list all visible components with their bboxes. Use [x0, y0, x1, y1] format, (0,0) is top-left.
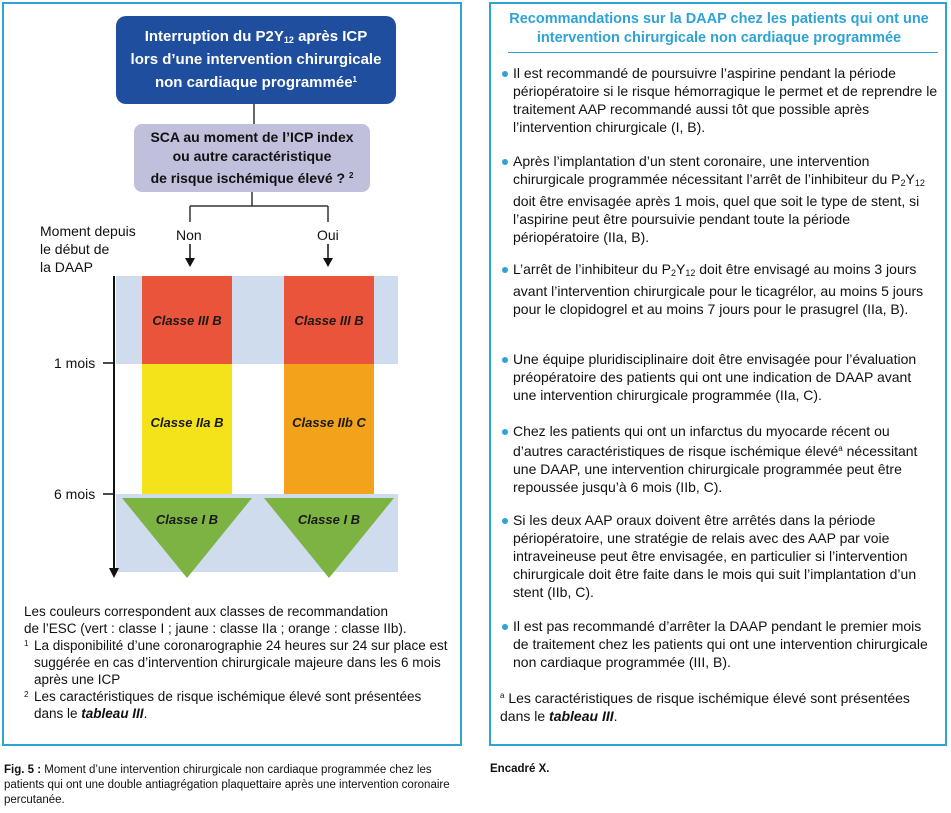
box-title-line1: Recommandations sur la DAAP chez les patients qui ont une [509, 11, 929, 27]
interruption-box [116, 16, 396, 104]
bullet-icon [502, 518, 508, 524]
oui-class-label-2: Classe IIb C [292, 415, 366, 430]
question-line1: SCA au moment de l’ICP index [150, 129, 354, 145]
top-box-line3: non cardiaque programmée [154, 74, 353, 91]
top-box-line2: lors d’une intervention chirurgicale [130, 51, 382, 68]
item-2-text-c: doit être envisagée après 1 mois, quel que soit le type de stent, si l’aspirine peut être poursuivie pendant toute la période périopératoire (IIa, B). [513, 193, 920, 245]
recommendation-item-2 [500, 152, 938, 246]
time-label-line3: la DAAP [40, 259, 93, 275]
recommendation-item-1 [500, 64, 938, 136]
footnote-1-text: La disponibilité d’une coronarographie 24 heures sur 24 sur place est suggérée en cas d’intervention chirurgicale majeure dans les 6 mois après une ICP [34, 638, 448, 687]
non-class-label-3: Classe I B [155, 512, 219, 527]
branch-oui-label: Oui [317, 227, 339, 243]
item-7-text: Il est pas recommandé d’arrêter la DAAP pendant le premier mois de traitement chez les patients qui ont une intervention chirurgicale non cardiaque programmée (III, B). [513, 618, 928, 670]
bullet-icon [502, 357, 508, 363]
recommendation-item-4 [500, 350, 938, 404]
item-2-sub-b: 12 [914, 178, 925, 188]
caption-label: Fig. 5 : [4, 764, 42, 776]
caption-text: Moment d’une intervention chirurgicale non cardiaque programmée chez les patients qui ont une double antiagrégation plaquettaire après une intervention coronaire percutanée. [4, 764, 450, 806]
footnote-2 [24, 688, 450, 722]
top-box-line1-post: après ICP [293, 28, 368, 45]
box-title-line2: intervention chirurgicale non cardiaque programmée [536, 30, 902, 46]
item-6-text: Si les deux AAP oraux doivent être arrêtés dans la période périopératoire, une stratégie de relais avec des AAP par voie intraveineuse peut être envisagée, en particulier si l’intervention chirurgicale doit être faite dans le mois qui suit l’implantation d’un stent (IIb, C). [513, 512, 917, 600]
item-2-text-b: Y [905, 171, 915, 187]
item-5-sup: a [838, 444, 843, 453]
box-footnote-pre: Les caractéristiques de risque ischémique élevé sont présentées dans le [500, 690, 910, 724]
box-footnote [500, 687, 938, 725]
question-box [134, 124, 370, 192]
footnote-2-post: . [143, 706, 148, 721]
top-box-line1-pre: Interruption du P2Y [144, 28, 284, 45]
legend-line1: Les couleurs correspondent aux classes de recommandation [24, 604, 388, 619]
arrow-oui-head [323, 258, 333, 267]
item-2-text-a: Après l’implantation d’un stent coronaire, une intervention chirurgicale programmée nécessitant l’arrêt de l’inhibiteur du P [513, 153, 901, 187]
footnote-2-em: tableau III [81, 706, 144, 721]
legend-line2: de l’ESC (vert : classe I ; jaune : classe IIa ; orange : classe IIb). [24, 621, 407, 636]
box-footnote-em: tableau III [549, 708, 614, 724]
item-1-text: Il est recommandé de poursuivre l’aspirine pendant la période périopératoire si le risque hémorragique le permet et de reprendre le traitement AAP recommandé aussi tôt que possible après l’intervention chirurgicale (I, B). [513, 65, 938, 135]
box-footnote-mark: a [500, 691, 505, 700]
arrow-non-head [185, 258, 195, 267]
recommendation-item-7 [500, 617, 938, 671]
bullet-icon [502, 429, 508, 435]
item-3-sub-b: 12 [685, 268, 696, 278]
question-line3: de risque ischémique élevé ? [150, 170, 346, 186]
time-label-line1: Moment depuis [40, 223, 136, 239]
footnote-1-mark: 1 [24, 639, 29, 648]
item-3-text-c: doit être envisagé au moins 3 jours avant l’intervention chirurgicale pour le ticagrélor, au moins 5 jours pour le clopidogrel et au moins 7 jours pour le prasugrel (IIa, B). [513, 261, 924, 317]
bullet-icon [502, 624, 508, 630]
bullet-icon [502, 267, 508, 273]
branch-non-label: Non [176, 227, 202, 243]
footnote-2-pre: Les caractéristiques de risque ischémique élevé sont présentées dans le [34, 689, 422, 721]
top-box-line3-sup: 1 [352, 75, 357, 84]
bullet-icon [502, 159, 508, 165]
time-label-line2: le début de [40, 241, 110, 257]
title-divider [508, 52, 938, 53]
figure-caption [4, 763, 470, 808]
tick-6mois-label: 6 mois [54, 486, 96, 502]
time-axis-arrowhead [109, 568, 119, 578]
encadre-label: Encadré X. [490, 763, 550, 775]
bullet-icon [502, 71, 508, 77]
item-5-text-b: nécessitant une DAAP, une intervention chirurgicale programmée peut être repoussée jusqu’à 6 mois (IIb, C). [513, 443, 918, 495]
tick-1mois-label: 1 mois [54, 355, 96, 371]
figure-legend [24, 603, 450, 722]
non-class-label-1: Classe III B [152, 313, 222, 328]
oui-class-label-3: Classe I B [297, 512, 361, 527]
item-2-sub-a: 2 [900, 178, 906, 188]
non-class-label-2: Classe IIa B [150, 415, 224, 430]
recommendation-item-3 [500, 260, 938, 318]
recommendation-item-6 [500, 511, 938, 601]
recommendation-item-5 [500, 422, 938, 496]
box-title [503, 10, 935, 48]
top-box-line1-sub: 12 [283, 35, 294, 45]
time-label [40, 222, 136, 276]
footnote-1 [24, 637, 450, 688]
question-line2: ou autre caractéristique [172, 148, 332, 164]
question-line3-sup: 2 [348, 171, 354, 180]
item-3-text-b: Y [676, 261, 686, 277]
footnote-2-mark: 2 [24, 690, 29, 699]
item-4-text: Une équipe pluridisciplinaire doit être envisagée pour l’évaluation préopératoire des patients qui ont une indication de DAAP avant une intervention chirurgicale programmée (IIa, C). [513, 351, 917, 403]
item-3-sub-a: 2 [671, 268, 677, 278]
item-5-text-a: Chez les patients qui ont un infarctus du myocarde récent ou d’autres caractéristiques de risque ischémique élevé [513, 423, 890, 459]
item-3-text-a: L’arrêt de l’inhibiteur du P [513, 261, 671, 277]
box-footnote-post: . [613, 708, 618, 724]
oui-class-label-1: Classe III B [294, 313, 364, 328]
